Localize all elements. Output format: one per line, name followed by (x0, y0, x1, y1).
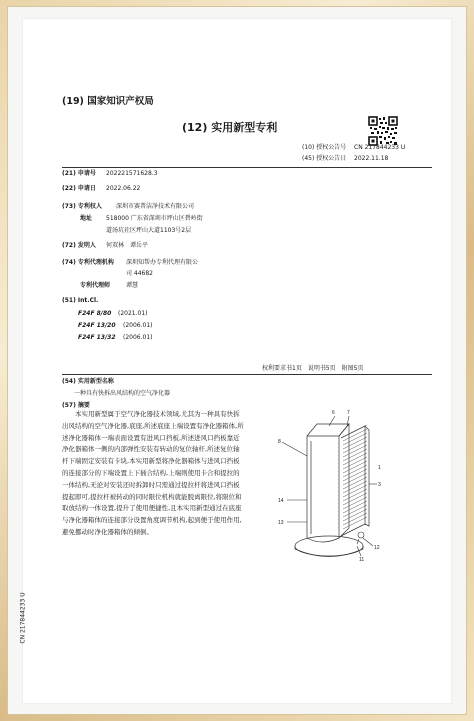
office-name: (19) 国家知识产权局 (62, 96, 154, 107)
utility-model-title: 一种具有快拆出风结构的空气净化器 (74, 390, 171, 397)
qr-code-icon (368, 116, 398, 146)
inventors: 何双林 谭岳平 (106, 242, 149, 249)
address-label: 地址 (80, 215, 93, 222)
page-counts: 权利要求书1页 说明书5页 附图5页 (262, 365, 364, 372)
pub-date: 2022.11.18 (354, 155, 389, 162)
agent-label: 专利代理师 (80, 282, 111, 289)
figure-label-3: 3 (378, 482, 381, 488)
ipc-code-1: F24F 8/80 (78, 310, 112, 317)
abstract-text (62, 409, 244, 539)
side-publication-number: CN 217844233 U (19, 591, 27, 644)
app-date-label: (22) 申请日 (62, 185, 96, 192)
app-no: 202221571628.3 (106, 170, 158, 177)
document-type: (12) 实用新型专利 (182, 121, 278, 134)
figure-label-14: 14 (278, 498, 284, 504)
app-no-label: (21) 申请号 (62, 170, 96, 177)
title-label: (54) 实用新型名称 (62, 378, 114, 385)
pub-date-label: (45) 授权公告日 (302, 155, 347, 162)
pub-number-label: (10) 授权公告号 (302, 144, 347, 151)
patent-page (22, 18, 452, 704)
header-rule (62, 167, 432, 168)
ipc-version-1: (2021.01) (118, 310, 148, 317)
inventor-label: (72) 发明人 (62, 242, 96, 249)
address-line-2: 道汤坑社区坪山大道1103号2层 (106, 227, 192, 234)
abstract-label: (57) 摘要 (62, 402, 90, 409)
agency-line-2: 司 44682 (126, 270, 153, 277)
figure-label-11: 11 (359, 557, 365, 561)
agency-line-1: 深圳知帮办专利代理有限公 (126, 259, 199, 266)
figure-label-7: 7 (347, 410, 350, 416)
counts-rule (62, 374, 432, 375)
agent: 谭慧 (126, 282, 139, 289)
figure-label-1: 1 (378, 465, 381, 471)
figure-label-6: 6 (332, 410, 335, 416)
patentee-label: (73) 专利权人 (62, 203, 102, 210)
pub-number: CN 217844233 U (354, 144, 406, 151)
app-date: 2022.06.22 (106, 185, 141, 192)
address-line-1: 518000 广东省深圳市坪山区碧岭街 (106, 215, 203, 222)
air-purifier-drawing (277, 396, 387, 561)
figure-label-12: 12 (374, 545, 380, 551)
patentee: 深圳市赛普洁净技术有限公司 (116, 203, 195, 210)
ipc-code-3: F24F 13/32 (78, 334, 116, 341)
ipc-code-2: F24F 13/20 (78, 322, 116, 329)
agency-label: (74) 专利代理机构 (62, 259, 114, 266)
figure-label-8: 8 (278, 439, 281, 445)
figure-label-13: 13 (278, 520, 284, 526)
abstract-body: 本实用新型属于空气净化器技术领域,尤其为一种具有快拆出风结构的空气净化器,底座,所述底座上端设置有净化器箱体,所述净化器箱体一端表面设置有进风口挡板,所述进风口挡板靠近净化器箱体一侧的内部弹性安装有转动的复位轴杆,所述复位轴杆下端固定安装有卡块,本实用新型将净化器箱体与进风口挡板的连接部分的下端设置上下插合结构,上端则使用卡合和提拉的一体结构,无论对安装还时拆卸时只需通过提拉杆将进风口挡板提起即可,提拉杆被转动的同时限位机构就能脱离限位,将限位和取放结构一体设置,提升了使用便捷性,且本实用新型通过在底座与净化器箱体的连接部分设置角度调节机构,起到便于使用作用,避免挪动时净化器箱体的倾倒。 (62, 410, 244, 536)
intcl-label: (51) Int.Cl. (62, 297, 99, 304)
ipc-version-2: (2006.01) (123, 322, 153, 329)
ipc-version-3: (2006.01) (123, 334, 153, 341)
